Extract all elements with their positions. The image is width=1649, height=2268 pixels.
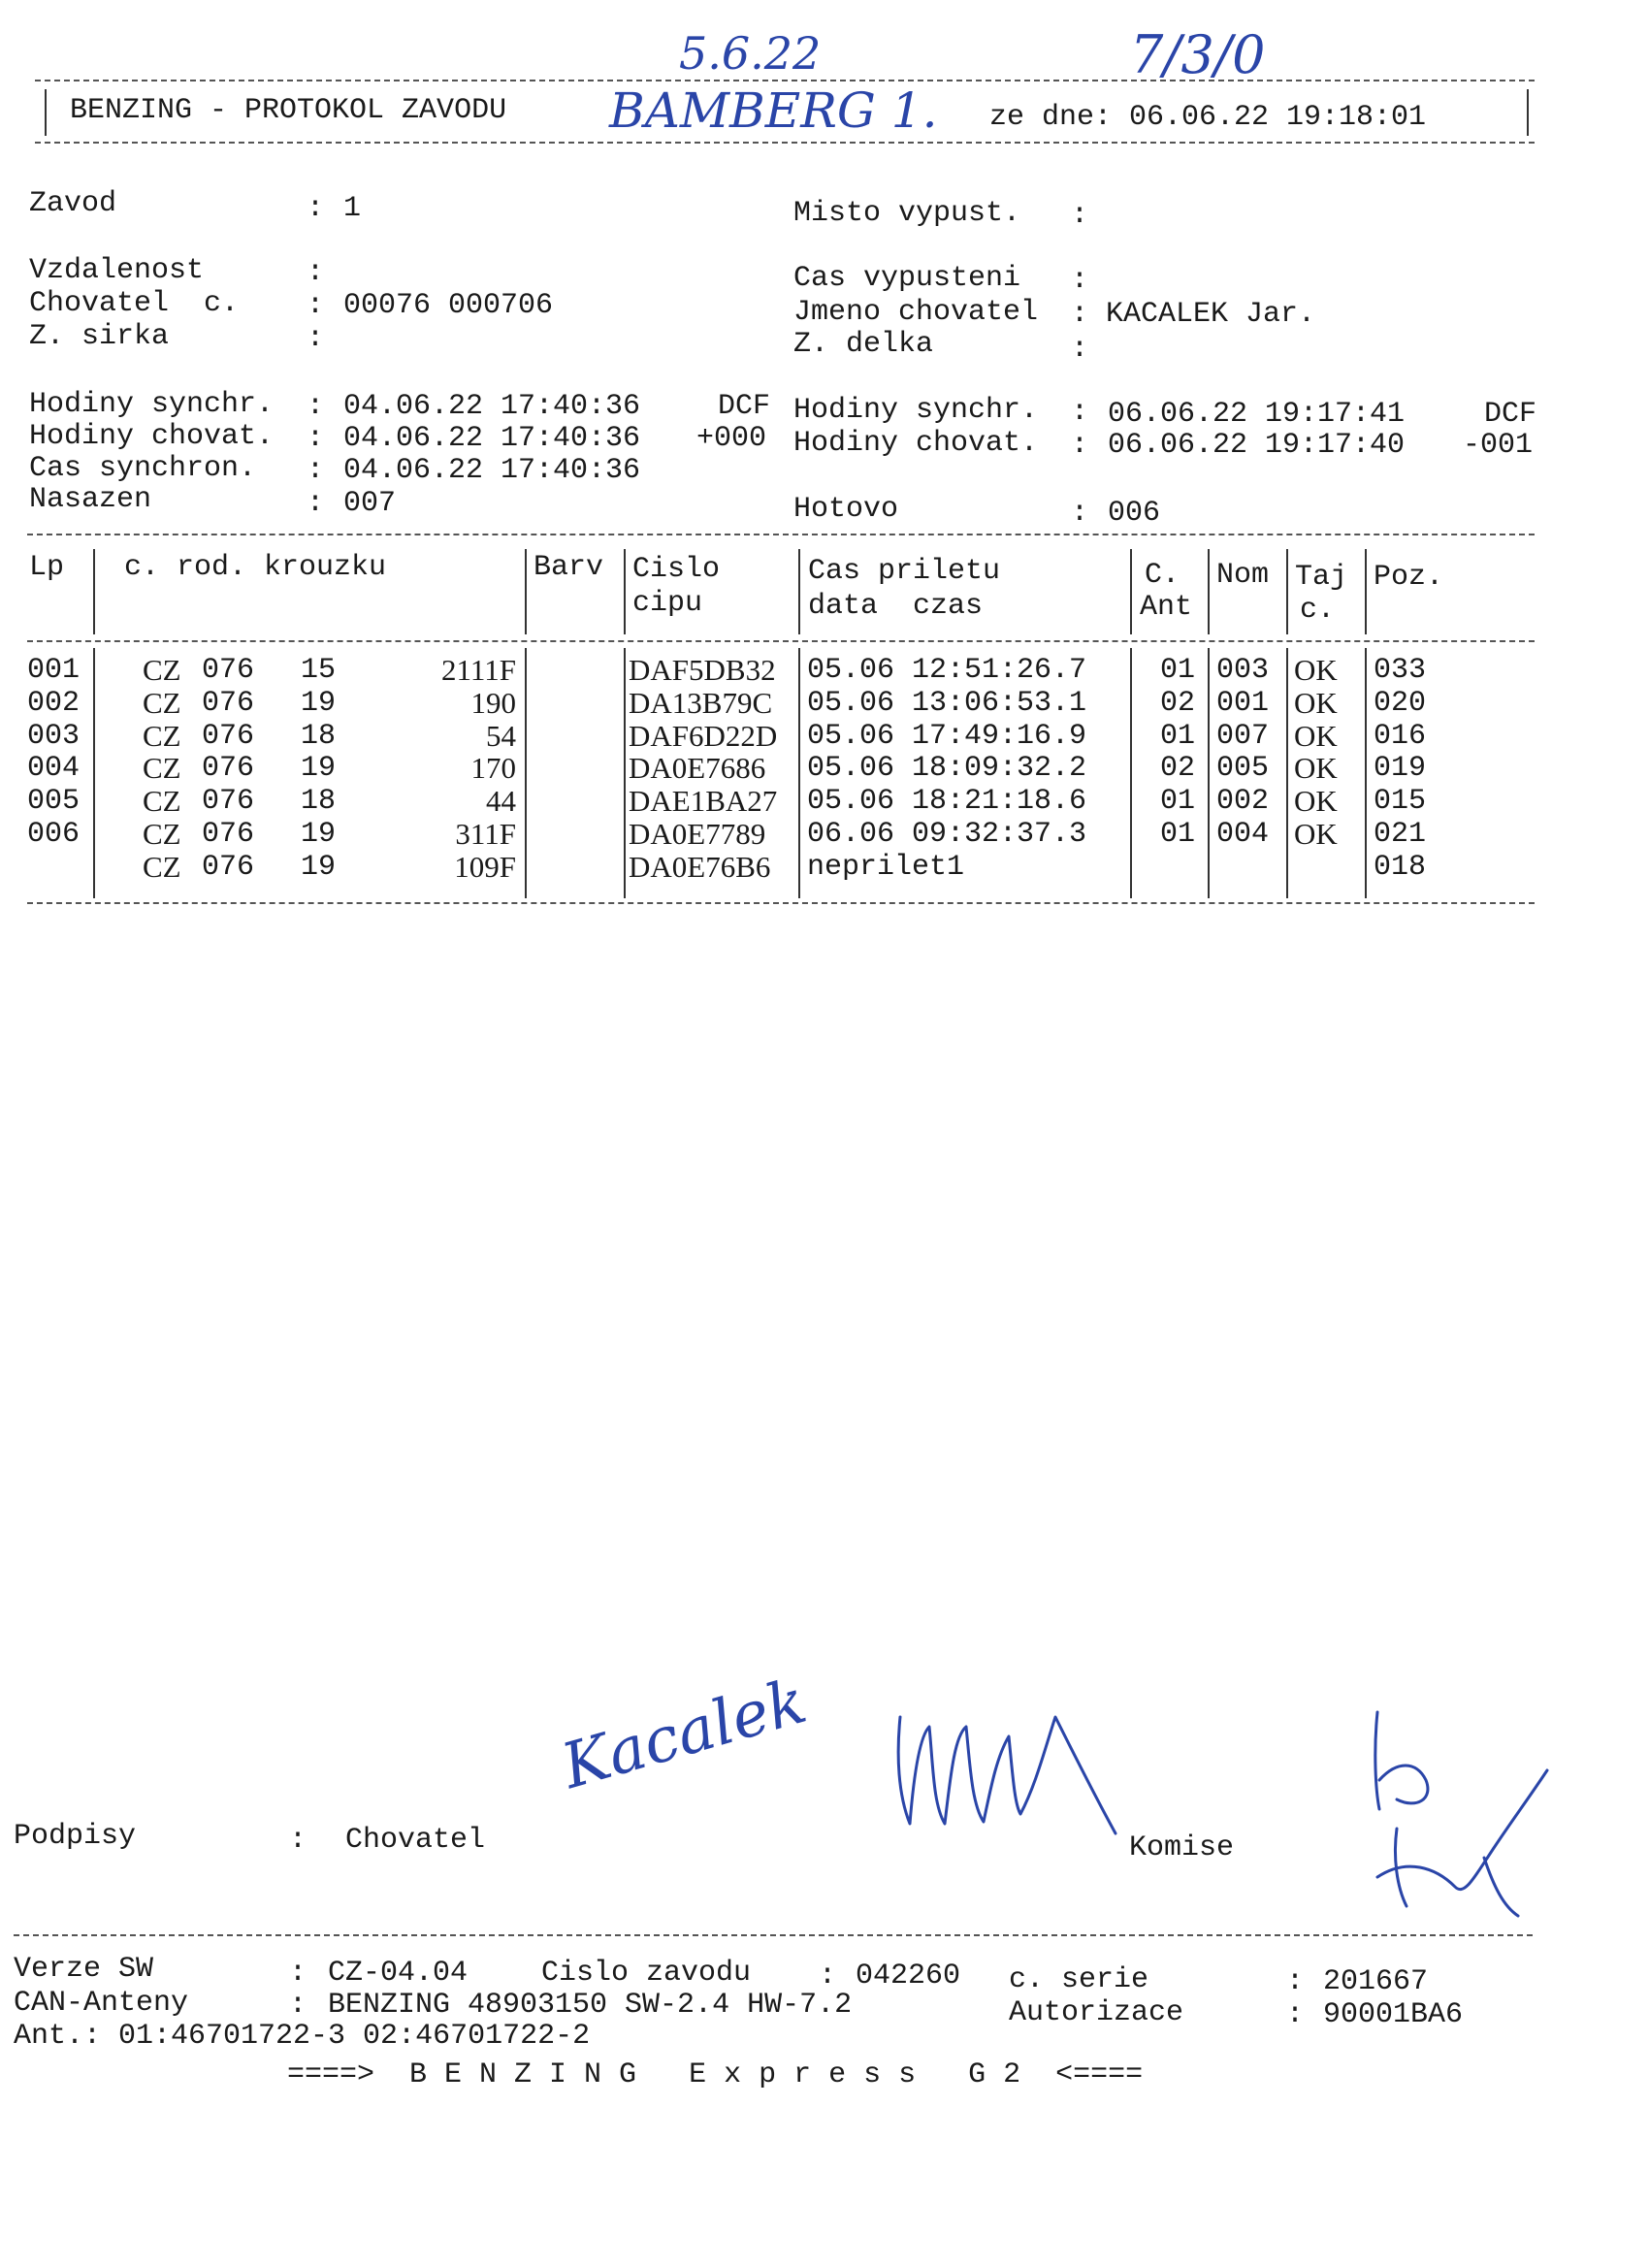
cell-cz: CZ <box>143 849 181 884</box>
handwritten-code-note: 7/3/0 <box>1130 24 1266 85</box>
komise-label: Komise <box>1129 1831 1235 1864</box>
cell-ring-number: 109F <box>454 849 516 884</box>
cell-cz: CZ <box>143 685 181 720</box>
cell-arrival-time: 05.06 18:21:18.6 <box>807 785 1087 819</box>
cell-org: 076 <box>202 818 255 851</box>
cell-org: 076 <box>202 654 255 687</box>
table-header-rule <box>27 640 1535 642</box>
table-bottom-rule <box>27 902 1535 904</box>
col-divider <box>1130 549 1132 634</box>
col-divider <box>1365 648 1367 898</box>
header-bottom-rule <box>35 142 1535 144</box>
cell-nom: 003 <box>1216 654 1270 687</box>
cell-taj: OK <box>1294 685 1338 720</box>
cell-poz: 021 <box>1374 818 1427 851</box>
info-colon: : <box>1071 298 1089 331</box>
cell-chip: DAF6D22D <box>629 718 778 753</box>
cell-antenna: 01 <box>1160 818 1196 851</box>
header-top-rule <box>35 80 1535 81</box>
cell-arrival-time: 05.06 13:06:53.1 <box>807 686 1087 720</box>
cell-lp: 004 <box>27 752 81 786</box>
col-divider <box>798 549 800 634</box>
cell-antenna: 02 <box>1160 686 1196 720</box>
verze-value: CZ-04.04 <box>328 1957 469 1990</box>
col-divider <box>1130 648 1132 898</box>
col-divider <box>93 549 95 634</box>
header-lp: Lp <box>29 551 65 584</box>
cell-arrival-time: 05.06 18:09:32.2 <box>807 752 1087 786</box>
col-divider <box>1208 549 1210 634</box>
cell-taj: OK <box>1294 718 1338 753</box>
cell-cz: CZ <box>143 817 181 851</box>
cell-cz: CZ <box>143 751 181 786</box>
info-value: 00076 000706 <box>343 289 554 322</box>
col-divider <box>93 648 95 898</box>
cell-chip: DAF5DB32 <box>629 653 776 687</box>
handwritten-date-note: 5.6.22 <box>679 27 822 80</box>
footer-rule <box>14 1934 1533 1936</box>
col-divider <box>1208 648 1210 898</box>
sync-label: Nasazen <box>29 483 152 516</box>
cell-org: 076 <box>202 752 255 786</box>
cell-poz: 020 <box>1374 686 1427 720</box>
header-right-border <box>1527 89 1529 136</box>
header-poz: Poz. <box>1374 561 1444 594</box>
sync-label: Cas synchron. <box>29 452 257 485</box>
cislo-colon: : <box>819 1960 837 1993</box>
sync-value: 06.06.22 19:17:41 <box>1108 398 1406 431</box>
info-colon: : <box>307 289 325 322</box>
cell-antenna: 01 <box>1160 654 1196 687</box>
header-nom: Nom <box>1216 559 1270 592</box>
cell-year: 19 <box>301 686 337 720</box>
cell-cz: CZ <box>143 653 181 687</box>
cell-chip: DAE1BA27 <box>629 784 778 819</box>
sync-colon: : <box>1071 396 1089 429</box>
signatures-label: Podpisy <box>14 1820 137 1853</box>
table-top-rule <box>27 534 1535 535</box>
cell-ring-number: 190 <box>470 685 516 720</box>
info-label: Misto vypust. <box>793 197 1021 230</box>
date-label: ze dne: <box>989 101 1113 134</box>
cell-lp: 005 <box>27 785 81 819</box>
cell-poz: 015 <box>1374 785 1427 819</box>
cell-nom: 001 <box>1216 686 1270 720</box>
header-chip: cipu <box>632 587 703 620</box>
cell-antenna: 01 <box>1160 785 1196 819</box>
cell-poz: 019 <box>1374 752 1427 786</box>
cell-poz: 016 <box>1374 719 1427 753</box>
sync-suffix: -001 <box>1463 429 1534 462</box>
sync-value: 007 <box>343 487 397 520</box>
cell-cz: CZ <box>143 784 181 819</box>
cell-ring-number: 2111F <box>441 653 516 687</box>
info-colon: : <box>307 192 325 225</box>
info-label: Cas vypusteni <box>793 262 1021 295</box>
cell-cz: CZ <box>143 718 181 753</box>
commission-signature-2 <box>1358 1702 1571 1926</box>
sync-colon: : <box>307 454 325 487</box>
sync-label: Hodiny chovat. <box>793 427 1039 460</box>
cell-year: 15 <box>301 654 337 687</box>
sync-value: 06.06.22 19:17:40 <box>1108 429 1406 462</box>
cell-chip: DA0E76B6 <box>629 849 771 884</box>
chovatel-label: Chovatel <box>345 1824 486 1857</box>
header-time: Cas priletu <box>808 555 1001 588</box>
cell-nom: 002 <box>1216 785 1270 819</box>
header-ant: C. <box>1145 559 1180 592</box>
info-colon: : <box>1071 199 1089 232</box>
cell-arrival-time: 05.06 12:51:26.7 <box>807 654 1087 687</box>
cell-poz: 033 <box>1374 654 1427 687</box>
header-taj: Taj <box>1295 561 1348 594</box>
info-label: Jmeno chovatel <box>793 296 1039 329</box>
sync-value: 006 <box>1108 497 1161 530</box>
can-colon: : <box>289 1989 307 2022</box>
sync-value: 04.06.22 17:40:36 <box>343 422 641 455</box>
sync-colon: : <box>307 422 325 455</box>
info-label: Chovatel c. <box>29 287 240 320</box>
header-ring: c. rod. krouzku <box>124 551 387 584</box>
cell-antenna: 02 <box>1160 752 1196 786</box>
cell-arrival-time: 06.06 09:32:37.3 <box>807 818 1087 851</box>
can-value: BENZING 48903150 SW-2.4 HW-7.2 <box>328 1989 853 2022</box>
header-barv: Barv <box>534 551 604 584</box>
cell-org: 076 <box>202 686 255 720</box>
header-ant: Ant <box>1140 591 1193 624</box>
cell-year: 19 <box>301 850 337 884</box>
info-value: KACALEK Jar. <box>1106 298 1316 331</box>
info-label: Z. sirka <box>29 320 170 353</box>
cell-antenna: 01 <box>1160 719 1196 753</box>
brand-line: ====> B E N Z I N G E x p r e s s G 2 <==== <box>287 2058 1144 2091</box>
cell-year: 18 <box>301 719 337 753</box>
cell-taj: OK <box>1294 653 1338 687</box>
signatures-colon: : <box>289 1824 307 1857</box>
header-chip: Cislo <box>632 553 721 586</box>
cell-chip: DA13B79C <box>629 685 773 720</box>
sync-label: Hodiny chovat. <box>29 420 275 453</box>
handwritten-location-note: BAMBERG 1. <box>609 82 938 139</box>
autorizace-value: 90001BA6 <box>1323 1998 1464 2031</box>
sync-suffix: DCF <box>718 390 771 423</box>
col-divider <box>1365 549 1367 634</box>
info-colon: : <box>307 322 325 355</box>
info-label: Vzdalenost <box>29 254 205 287</box>
serie-colon: : <box>1286 1965 1305 1998</box>
cell-org: 076 <box>202 719 255 753</box>
commission-signature-1 <box>890 1698 1220 1853</box>
info-value: 1 <box>343 192 362 225</box>
col-divider <box>624 648 626 898</box>
cislo-label: Cislo zavodu <box>541 1957 752 1990</box>
cell-arrival-time: 05.06 17:49:16.9 <box>807 719 1087 753</box>
cell-year: 19 <box>301 752 337 786</box>
header-time: data czas <box>808 590 984 623</box>
cell-nom: 005 <box>1216 752 1270 786</box>
verze-label: Verze SW <box>14 1953 154 1986</box>
antenna-line: Ant.: 01:46701722-3 02:46701722-2 <box>14 2020 591 2053</box>
col-divider <box>798 648 800 898</box>
sync-colon: : <box>307 390 325 423</box>
sync-value: 04.06.22 17:40:36 <box>343 454 641 487</box>
cell-lp: 002 <box>27 686 81 720</box>
date-value: 06.06.22 19:18:01 <box>1129 101 1427 134</box>
cell-org: 076 <box>202 850 255 884</box>
col-divider <box>1286 549 1288 634</box>
sync-colon: : <box>307 487 325 520</box>
cell-lp: 006 <box>27 818 81 851</box>
cell-taj: OK <box>1294 817 1338 851</box>
cell-arrival-time: neprilet1 <box>807 850 965 884</box>
cell-ring-number: 54 <box>486 718 516 753</box>
cislo-value: 042260 <box>856 1960 961 1993</box>
cell-lp: 003 <box>27 719 81 753</box>
cell-taj: OK <box>1294 751 1338 786</box>
info-colon: : <box>307 256 325 289</box>
cell-chip: DA0E7789 <box>629 817 766 851</box>
serie-value: 201667 <box>1323 1965 1429 1998</box>
info-colon: : <box>1071 264 1089 297</box>
info-label: Z. delka <box>793 328 934 361</box>
col-divider <box>1286 648 1288 898</box>
cell-nom: 007 <box>1216 719 1270 753</box>
info-colon: : <box>1071 333 1089 366</box>
breeder-signature: Kacalek <box>554 1666 815 1803</box>
cell-taj: OK <box>1294 784 1338 819</box>
verze-colon: : <box>289 1957 307 1990</box>
cell-nom: 004 <box>1216 818 1270 851</box>
header-left-border <box>45 89 47 136</box>
col-divider <box>624 549 626 634</box>
cell-ring-number: 311F <box>455 817 516 851</box>
sync-colon: : <box>1071 429 1089 462</box>
info-label: Zavod <box>29 187 117 220</box>
col-divider <box>525 549 527 634</box>
header-taj: c. <box>1300 594 1336 627</box>
sync-suffix: +000 <box>696 422 767 455</box>
cell-ring-number: 44 <box>486 784 516 819</box>
sync-label: Hotovo <box>793 493 899 526</box>
sync-colon: : <box>1071 497 1089 530</box>
cell-chip: DA0E7686 <box>629 751 766 786</box>
cell-year: 18 <box>301 785 337 819</box>
can-label: CAN-Anteny <box>14 1987 189 2020</box>
serie-label: c. serie <box>1009 1963 1149 1996</box>
cell-poz: 018 <box>1374 850 1427 884</box>
sync-suffix: DCF <box>1484 398 1537 431</box>
cell-lp: 001 <box>27 654 81 687</box>
cell-org: 076 <box>202 785 255 819</box>
sync-label: Hodiny synchr. <box>793 394 1039 427</box>
autorizace-label: Autorizace <box>1009 1996 1184 2029</box>
autorizace-colon: : <box>1286 1998 1305 2031</box>
report-title: BENZING - PROTOKOL ZAVODU <box>70 94 507 127</box>
col-divider <box>525 648 527 898</box>
sync-label: Hodiny synchr. <box>29 388 275 421</box>
cell-ring-number: 170 <box>470 751 516 786</box>
sync-value: 04.06.22 17:40:36 <box>343 390 641 423</box>
cell-year: 19 <box>301 818 337 851</box>
